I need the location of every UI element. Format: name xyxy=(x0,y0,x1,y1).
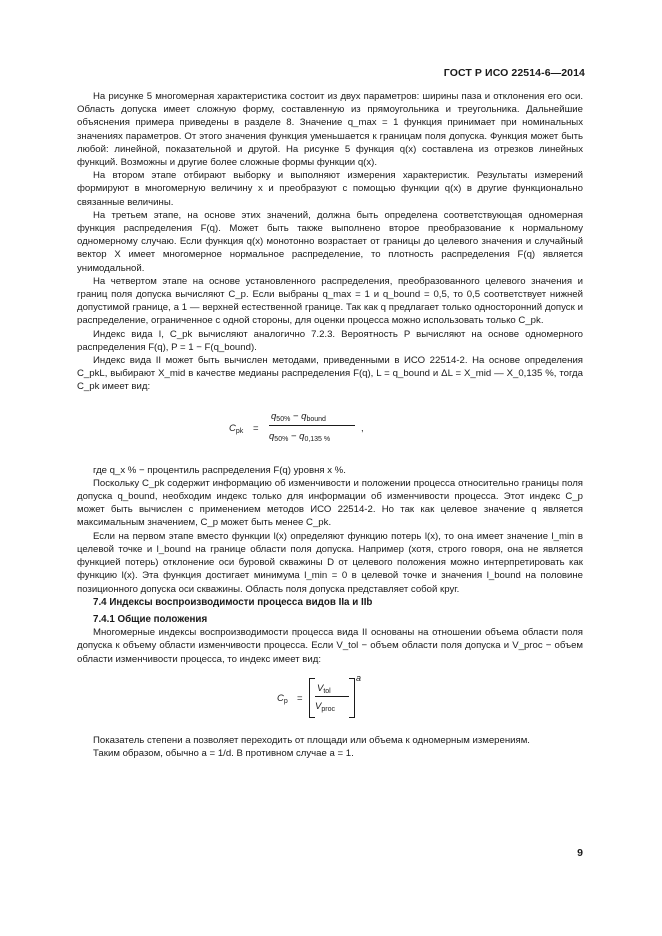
paragraph: Поскольку C_pk содержит информацию об изменчивости и положении процесса относительно границы поля допуска q_bound, необходим индекс только для информации об изменчивости процесса. Этот индекс C_p может быть вычислен с применением методов ИСО 22514-2. Но так как целевое значение q является максимальным значением, C_p может быть менее C_pk. xyxy=(77,477,583,529)
num-op: − xyxy=(290,410,302,422)
formula2-denominator xyxy=(315,700,335,716)
paragraph: Если на первом этапе вместо функции l(x) определяют функцию потерь l(x), то она имеет значение l_min в целевой точке и l_bound на границе области поля допуска. Например (хотя, строго говоря, она не является функцией потерь) отклонение оси буровой скважины D от целевого положения можно интерпретировать как функцию l(x). Эта функция достигает минимума l_min = 0 в целевой точке и значения l_bound на половине позиционного допуска оси скважины. Область поля допуска представляет собой круг. xyxy=(77,530,583,595)
den-a: q xyxy=(269,430,275,442)
num-a: q xyxy=(271,410,277,422)
paragraph: Индекс вида I, C_pk вычисляют аналогично 7.2.3. Вероятность P вычисляют на основе одномерного распределения F(q), P = 1 − F(q_bound). xyxy=(77,328,583,353)
den-v-sub: proc xyxy=(321,705,335,713)
num-v-sub: tol xyxy=(323,687,331,695)
fraction-bar xyxy=(269,425,355,426)
paragraph: Многомерные индексы воспроизводимости процесса вида II основаны на отношении объема области поля допуска к объему области изменчивости процесса. Если V_tol − объем области поля допуска и V_proc − объем области изменчивости процесса, то индекс имеет вид: xyxy=(77,627,583,665)
paragraph-group-c xyxy=(77,626,583,666)
paragraph: Индекс вида II может быть вычислен методами, приведенными в ИСО 22514-2. На основе определения C_pkL, выбирают X_mid в качестве медианы распределения F(q), L = q_bound и ΔL = X_mid — X_0,135 %, тогда C_pk имеет вид: xyxy=(77,355,583,393)
num-b: q xyxy=(301,410,307,422)
paragraph: На третьем этапе, на основе этих значений, должна быть определена соответствующая одномерная функция распределения F(q). Может быть также выполнено второе преобразование к нормальному одномерному случаю. Если функция q(x) монотонно возрастает от границы до целевого значения и случайный вектор X имеет многомерное нормальное распределение, то плотность распределения F(q) является унимодальной. xyxy=(77,209,583,274)
formula-tail: , xyxy=(361,422,364,434)
num-b-sub: bound xyxy=(306,415,326,423)
section-heading-7-4-1: 7.4.1 Общие положения xyxy=(93,613,208,625)
num-v: V xyxy=(317,682,324,694)
den-a-sub: 50% xyxy=(274,435,289,443)
document-header: ГОСТ Р ИСО 22514-6—2014 xyxy=(443,67,585,79)
formula-equals: = xyxy=(253,422,259,434)
formula-lhs-sub: pk xyxy=(235,427,244,435)
formula2-lhs-sub: p xyxy=(283,697,288,705)
paragraph: Показатель степени a позволяет переходить от площади или объема к одномерным измерениям. xyxy=(93,734,530,746)
document-body xyxy=(77,90,583,760)
paragraph-group-d xyxy=(77,734,583,760)
formula-cp xyxy=(77,670,583,728)
paragraph: где q_x % − процентиль распределения F(q) уровня x %. xyxy=(93,464,346,476)
page-number: 9 xyxy=(577,847,583,859)
formula-numerator xyxy=(271,410,326,426)
formula2-lhs: C xyxy=(277,692,284,704)
paragraph: На рисунке 5 многомерная характеристика состоит из двух параметров: ширины паза и отклонения его оси. Область допуска имеет сложную форму, составленную из прямоугольника и треугольника. Дальнейшие объяснения примера приведены в разделе 8. Значение q_max = 1 функция принимает при номинальных значениях параметров. От этого значения функция уменьшается к границам поля допуска. Функция может быть любой: линейной, показательной и другой. На рисунке 5 функция q(x) составлена из отрезков линейных функций. Возможны и другие более сложные формы функции q(x). xyxy=(77,91,583,169)
fraction-bar xyxy=(315,696,349,697)
den-b-sub: 0,135 % xyxy=(304,435,331,443)
den-op: − xyxy=(288,430,300,442)
section-heading-7-4: 7.4 Индексы воспроизводимости процесса видов IIa и IIb xyxy=(93,596,373,608)
num-a-sub: 50% xyxy=(276,415,291,423)
formula-cpk xyxy=(77,398,583,462)
formula2-equals: = xyxy=(297,692,303,704)
formula2-exponent: a xyxy=(356,672,362,683)
paragraph-group-a xyxy=(77,90,583,394)
paragraph: На втором этапе отбирают выборку и выполняют измерения характеристик. Результаты измерений формируют в многомерную величину x и преобразуют с помощью функции q(x) в другие функционально связанные величины. xyxy=(77,170,583,208)
den-b: q xyxy=(299,430,305,442)
right-bracket xyxy=(349,678,355,718)
paragraph: На четвертом этапе на основе установленного распределения, преобразованного целевого значения и границ поля допуска вычисляют C_p. Если выбраны q_max = 1 и q_bound = 0,5, то 0,5 соответствует нижней допустимой границе, а 1 — верхней естественной границе. Так как q предлагает только односторонний допуск и распределение, ограниченное с одной стороны, для оценки процесса можно использовать только C_pk. xyxy=(77,275,583,327)
paragraph-group-b xyxy=(77,464,583,596)
paragraph: Таким образом, обычно a = 1/d. В противном случае a = 1. xyxy=(93,747,354,759)
formula-denominator xyxy=(269,430,330,446)
formula-lhs: C xyxy=(229,422,236,434)
den-v: V xyxy=(315,700,322,712)
